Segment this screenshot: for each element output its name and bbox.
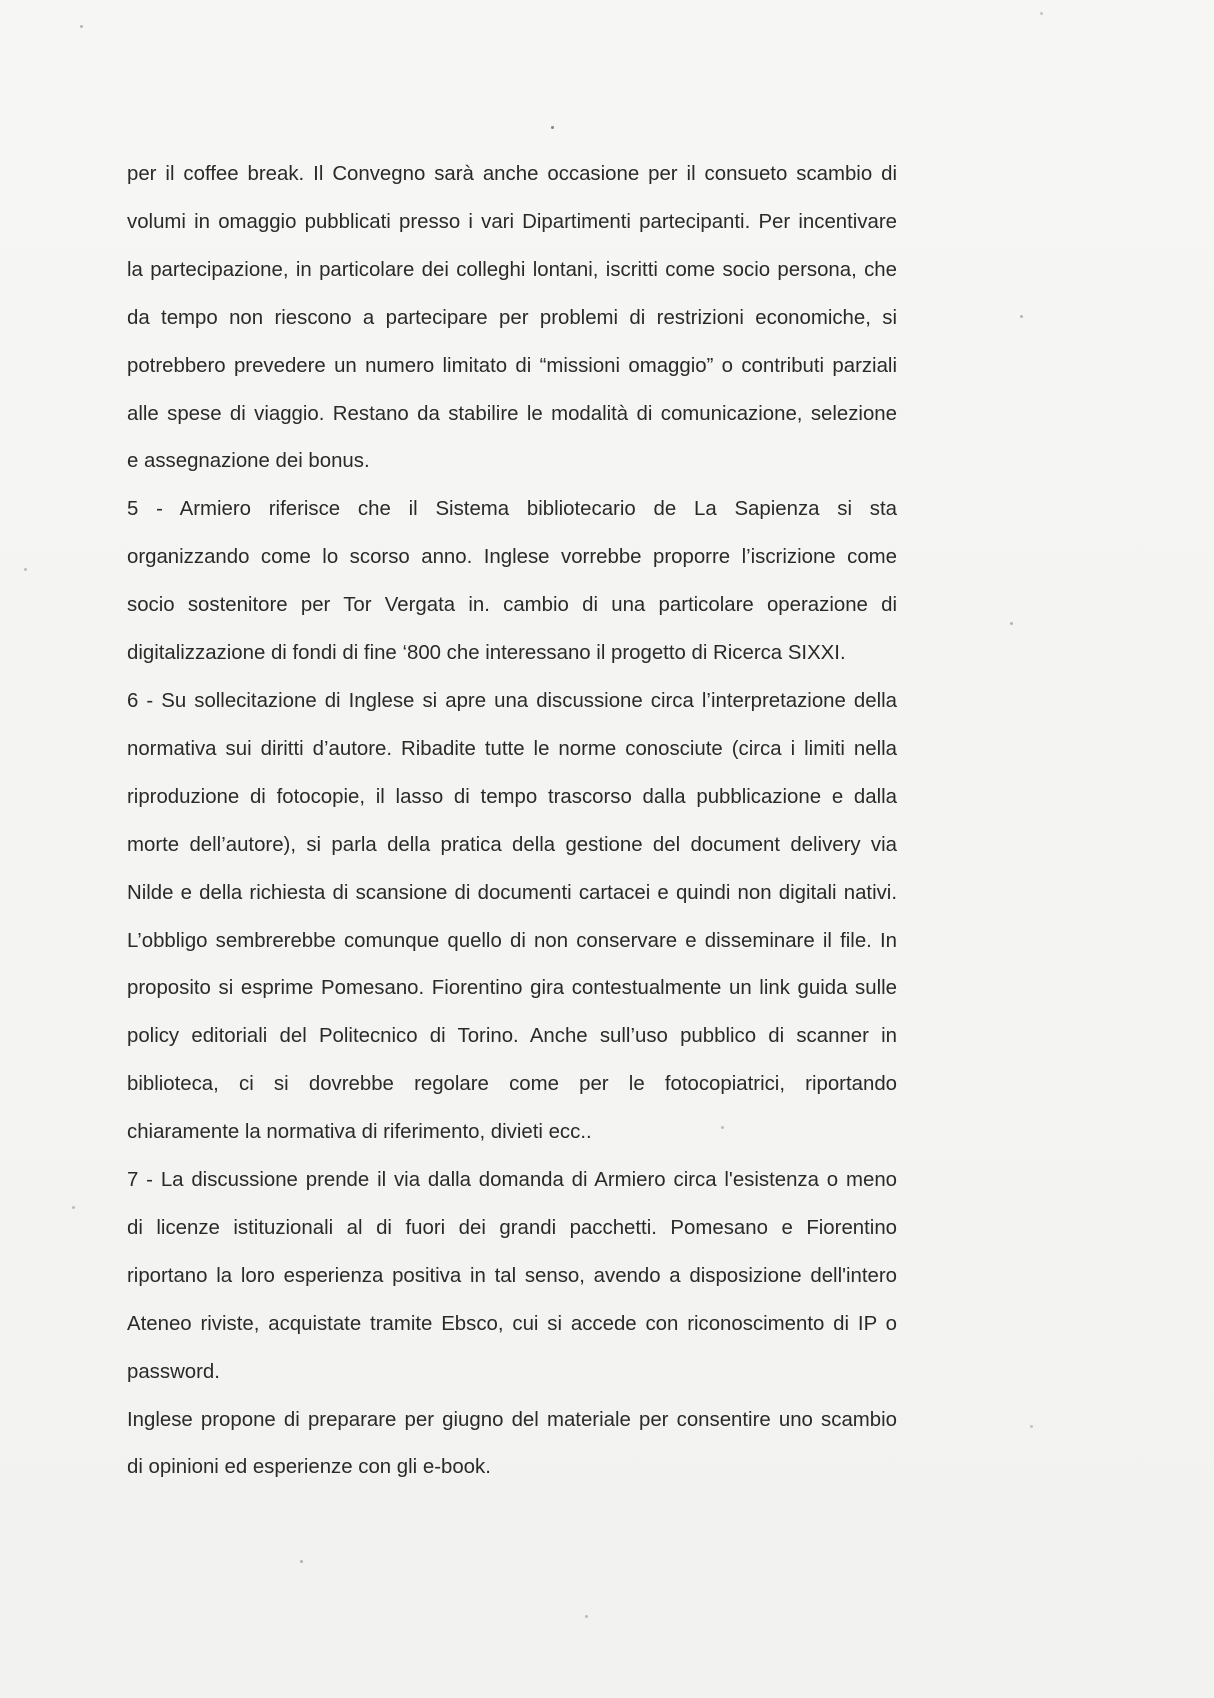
scan-speck bbox=[1040, 12, 1043, 15]
text-line: Nilde e della richiesta di scansione di documenti cartacei e quindi non digitali nativi. bbox=[127, 881, 897, 904]
text-line: Inglese propone di preparare per giugno del materiale per consentire uno scambio bbox=[127, 1408, 897, 1431]
text-line: L’obbligo sembrerebbe comunque quello di non conservare e disseminare il file. In bbox=[127, 929, 897, 952]
scan-speck bbox=[585, 1615, 588, 1618]
scan-speck bbox=[300, 1560, 303, 1563]
text-line: digitalizzazione di fondi di fine ‘800 che interessano il progetto di Ricerca SIXXI. bbox=[127, 642, 846, 665]
text-line: Ateneo riviste, acquistate tramite Ebsco, cui si accede con riconoscimento di IP o bbox=[127, 1312, 897, 1335]
text-line: password. bbox=[127, 1360, 220, 1383]
text-line: riproduzione di fotocopie, il lasso di tempo trascorso dalla pubblicazione e dalla bbox=[127, 785, 897, 808]
text-line: da tempo non riescono a partecipare per problemi di restrizioni economiche, si bbox=[127, 306, 897, 329]
text-line: riportano la loro esperienza positiva in tal senso, avendo a disposizione dell'intero bbox=[127, 1264, 897, 1287]
text-line: per il coffee break. Il Convegno sarà anche occasione per il consueto scambio di bbox=[127, 163, 897, 185]
text-line: alle spese di viaggio. Restano da stabilire le modalità di comunicazione, selezione bbox=[127, 402, 897, 425]
scan-speck bbox=[1020, 315, 1023, 318]
text-line: potrebbero prevedere un numero limitato di “missioni omaggio” o contributi parziali bbox=[127, 354, 897, 377]
text-line: policy editoriali del Politecnico di Torino. Anche sull’uso pubblico di scanner in bbox=[127, 1025, 897, 1048]
text-line: biblioteca, ci si dovrebbe regolare come per le fotocopiatrici, riportando bbox=[127, 1073, 897, 1096]
text-line: socio sostenitore per Tor Vergata in. cambio di una particolare operazione di bbox=[127, 594, 897, 617]
scan-speck bbox=[1010, 622, 1013, 625]
text-line: e assegnazione dei bonus. bbox=[127, 450, 370, 473]
text-line: 5 - Armiero riferisce che il Sistema bibliotecario de La Sapienza si sta bbox=[127, 498, 897, 521]
document-body bbox=[127, 151, 897, 1492]
scan-speck bbox=[1030, 1425, 1033, 1428]
text-line: 7 - La discussione prende il via dalla domanda di Armiero circa l'esistenza o meno bbox=[127, 1169, 897, 1192]
text-line: la partecipazione, in particolare dei colleghi lontani, iscritti come socio persona, che bbox=[127, 258, 897, 281]
text-line: normativa sui diritti d’autore. Ribadite tutte le norme conosciute (circa i limiti nella bbox=[127, 737, 897, 760]
scan-speck bbox=[24, 568, 27, 571]
text-line: di licenze istituzionali al di fuori dei grandi pacchetti. Pomesano e Fiorentino bbox=[127, 1216, 897, 1239]
scan-speck bbox=[551, 126, 554, 129]
scan-speck bbox=[80, 25, 83, 28]
text-line: volumi in omaggio pubblicati presso i vari Dipartimenti partecipanti. Per incentivare bbox=[127, 210, 897, 233]
text-line: chiaramente la normativa di riferimento, divieti ecc.. bbox=[127, 1121, 592, 1144]
text-line: proposito si esprime Pomesano. Fiorentino gira contestualmente un link guida sulle bbox=[127, 977, 897, 1000]
text-line: 6 - Su sollecitazione di Inglese si apre una discussione circa l’interpretazione della bbox=[127, 689, 897, 712]
scan-speck bbox=[72, 1206, 75, 1209]
text-line: morte dell’autore), si parla della pratica della gestione del document delivery via bbox=[127, 833, 897, 856]
text-line: di opinioni ed esperienze con gli e-book. bbox=[127, 1456, 491, 1479]
text-line: organizzando come lo scorso anno. Inglese vorrebbe proporre l’iscrizione come bbox=[127, 546, 897, 569]
